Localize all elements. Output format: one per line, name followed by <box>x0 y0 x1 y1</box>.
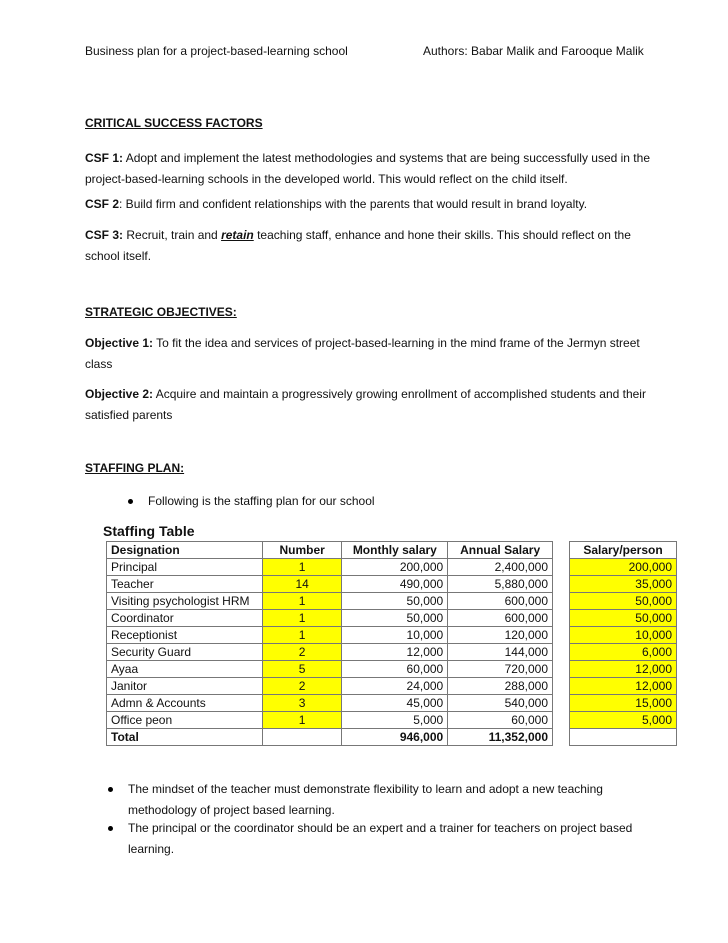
objective-2-label: Objective 2: <box>85 387 154 401</box>
csf-1-text: Adopt and implement the latest methodologies and systems that are being successfully used in the project-based-learning schools in the developed world. This would reflect on the child itself. <box>85 151 650 186</box>
cell-total-monthly: 946,000 <box>342 729 448 746</box>
cell-annual: 288,000 <box>448 678 553 695</box>
col-salary-per-person: Salary/person <box>570 542 677 559</box>
objective-2 <box>85 384 650 426</box>
table-row <box>570 593 677 610</box>
cell-number: 1 <box>262 712 342 729</box>
cell-annual: 600,000 <box>448 610 553 627</box>
cell-salary-per-person: 35,000 <box>570 576 677 593</box>
cell-annual: 600,000 <box>448 593 553 610</box>
staffing-heading: STAFFING PLAN: <box>85 461 185 475</box>
cell-number: 2 <box>262 678 342 695</box>
table-row <box>107 576 553 593</box>
cell-designation: Receptionist <box>107 627 263 644</box>
table-row <box>570 559 677 576</box>
csf-2 <box>85 194 650 215</box>
csf-3-text-before: Recruit, train and <box>123 228 222 242</box>
note-1-text: The mindset of the teacher must demonstrate flexibility to learn and adopt a new teaching methodology of project based learning. <box>128 782 603 817</box>
cell-designation: Coordinator <box>107 610 263 627</box>
csf-3-emphasis: retain <box>221 228 254 242</box>
cell-monthly: 200,000 <box>342 559 448 576</box>
cell-salary-per-person: 200,000 <box>570 559 677 576</box>
objective-1-text: To fit the idea and services of project-based-learning in the mind frame of the Jermyn street class <box>85 336 640 371</box>
bullet-icon <box>108 787 113 792</box>
cell-annual: 120,000 <box>448 627 553 644</box>
cell-number: 1 <box>262 610 342 627</box>
cell-annual: 5,880,000 <box>448 576 553 593</box>
table-row <box>570 712 677 729</box>
header-authors: Authors: Babar Malik and Farooque Malik <box>423 44 644 58</box>
csf-3-text-after: teaching staff, enhance and hone their skills. This should reflect on the school itself. <box>85 228 631 263</box>
staffing-table <box>106 541 553 746</box>
cell-designation: Janitor <box>107 678 263 695</box>
csf-3-label: CSF 3: <box>85 228 124 242</box>
cell-salary-per-person: 5,000 <box>570 712 677 729</box>
cell-number: 5 <box>262 661 342 678</box>
table-row <box>570 644 677 661</box>
cell-designation: Ayaa <box>107 661 263 678</box>
bullet-icon <box>108 826 113 831</box>
csf-2-text: : Build firm and confident relationships with the parents that would result in brand loyalty. <box>119 197 588 211</box>
col-annual: Annual Salary <box>448 542 553 559</box>
cell-monthly: 50,000 <box>342 593 448 610</box>
cell-designation: Principal <box>107 559 263 576</box>
cell-designation: Admn & Accounts <box>107 695 263 712</box>
cell-total-annual: 11,352,000 <box>448 729 553 746</box>
cell-salary-per-person: 10,000 <box>570 627 677 644</box>
table-row <box>107 610 553 627</box>
cell-number: 1 <box>262 593 342 610</box>
staffing-intro-text: Following is the staffing plan for our school <box>148 494 375 508</box>
cell-total-number <box>262 729 342 746</box>
col-designation: Designation <box>107 542 263 559</box>
objectives-heading: STRATEGIC OBJECTIVES: <box>85 305 237 319</box>
cell-monthly: 12,000 <box>342 644 448 661</box>
table-row <box>107 644 553 661</box>
cell-designation: Teacher <box>107 576 263 593</box>
cell-total-label: Total <box>107 729 263 746</box>
cell-number: 2 <box>262 644 342 661</box>
objective-2-text: Acquire and maintain a progressively growing enrollment of accomplished students and their satisfied parents <box>85 387 646 422</box>
table-row <box>107 661 553 678</box>
table-header-row <box>107 542 553 559</box>
cell-monthly: 490,000 <box>342 576 448 593</box>
cell-monthly: 45,000 <box>342 695 448 712</box>
csf-heading: CRITICAL SUCCESS FACTORS <box>85 116 263 130</box>
cell-number: 1 <box>262 627 342 644</box>
csf-3 <box>85 225 650 267</box>
cell-monthly: 10,000 <box>342 627 448 644</box>
cell-number: 3 <box>262 695 342 712</box>
objective-1-label: Objective 1: <box>85 336 154 350</box>
table-row <box>107 559 553 576</box>
csf-1 <box>85 148 650 190</box>
staffing-table-title: Staffing Table <box>103 523 195 539</box>
cell-designation: Security Guard <box>107 644 263 661</box>
cell-annual: 2,400,000 <box>448 559 553 576</box>
header-title: Business plan for a project-based-learning school <box>85 44 348 58</box>
csf-1-label: CSF 1: <box>85 151 124 165</box>
objective-1 <box>85 333 650 375</box>
table-row <box>107 593 553 610</box>
cell-designation: Visiting psychologist HRM <box>107 593 263 610</box>
cell-annual: 540,000 <box>448 695 553 712</box>
table-row <box>107 627 553 644</box>
cell-salary-per-person: 50,000 <box>570 610 677 627</box>
table-row <box>570 661 677 678</box>
table-header-row <box>570 542 677 559</box>
cell-number: 1 <box>262 559 342 576</box>
cell-monthly: 24,000 <box>342 678 448 695</box>
cell-salary-per-person: 15,000 <box>570 695 677 712</box>
cell-monthly: 50,000 <box>342 610 448 627</box>
bullet-icon <box>128 499 133 504</box>
table-row <box>570 678 677 695</box>
cell-designation: Office peon <box>107 712 263 729</box>
table-row <box>570 610 677 627</box>
cell-annual: 144,000 <box>448 644 553 661</box>
cell-monthly: 5,000 <box>342 712 448 729</box>
note-2 <box>128 818 648 860</box>
cell-salary-per-person: 6,000 <box>570 644 677 661</box>
cell-total-salary-per-person <box>570 729 677 746</box>
note-2-text: The principal or the coordinator should be an expert and a trainer for teachers on project based learning. <box>128 821 633 856</box>
cell-annual: 720,000 <box>448 661 553 678</box>
cell-annual: 60,000 <box>448 712 553 729</box>
col-number: Number <box>262 542 342 559</box>
csf-2-label: CSF 2 <box>85 197 120 211</box>
salary-per-person-table <box>569 541 677 746</box>
note-1 <box>128 779 648 821</box>
cell-number: 14 <box>262 576 342 593</box>
col-monthly: Monthly salary <box>342 542 448 559</box>
table-row <box>107 678 553 695</box>
table-row <box>570 576 677 593</box>
total-row <box>107 729 553 746</box>
staffing-intro <box>148 491 375 512</box>
table-row <box>107 695 553 712</box>
cell-salary-per-person: 12,000 <box>570 678 677 695</box>
cell-salary-per-person: 12,000 <box>570 661 677 678</box>
cell-monthly: 60,000 <box>342 661 448 678</box>
table-row <box>107 712 553 729</box>
total-row <box>570 729 677 746</box>
table-row <box>570 695 677 712</box>
table-row <box>570 627 677 644</box>
cell-salary-per-person: 50,000 <box>570 593 677 610</box>
